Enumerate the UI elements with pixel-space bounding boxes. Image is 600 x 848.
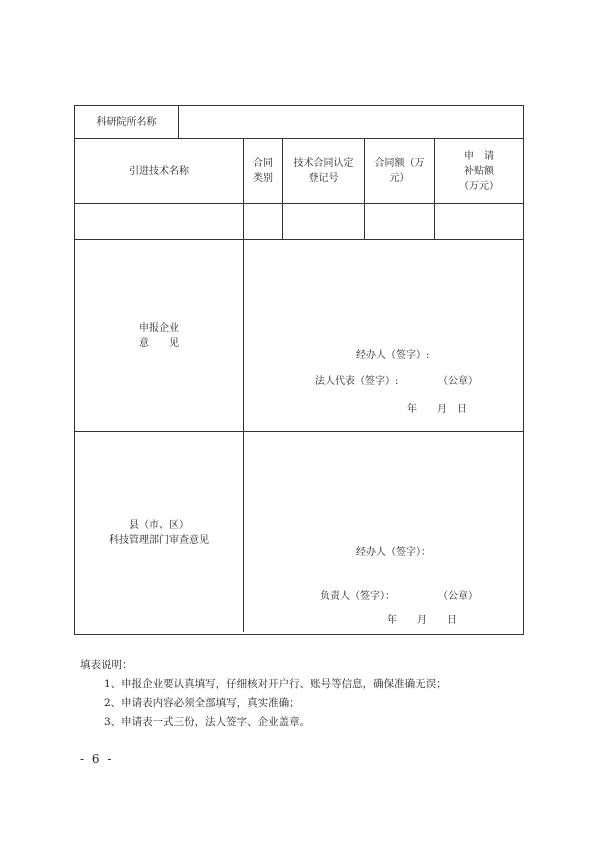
research-institute-name-field[interactable]: [179, 106, 523, 138]
application-form-table: [74, 105, 524, 635]
county-review-label: 县（市、区） 科技管理部门审查意见: [109, 520, 209, 546]
tech-name-field[interactable]: [75, 204, 243, 239]
table-border-bottom: [74, 634, 524, 635]
enterprise-seal: （公章）: [438, 376, 478, 387]
instruction-item: 1、申报企业要认真填写，仔细核对开户行、账号等信息，确保准确无误；: [104, 678, 447, 690]
header-contract-amount: 合同额（万 元）: [374, 158, 425, 184]
enterprise-opinion-label: 申报企业 意 见: [139, 322, 179, 349]
header-registration-number: 技术合同认定 登记号: [293, 158, 354, 184]
county-date: 年 月 日: [387, 615, 457, 626]
enterprise-handler-signature: 经办人（签字）:: [356, 350, 430, 361]
enterprise-legal-rep-signature: 法人代表（签字）:: [315, 376, 399, 387]
contract-amount-field[interactable]: [365, 204, 434, 239]
instruction-item: 3、申请表一式三份，法人签字、企业盖章。: [104, 716, 311, 728]
table-border-right: [523, 105, 524, 635]
county-seal: （公章）: [438, 591, 478, 602]
header-tech-name: 引进技术名称: [129, 165, 189, 177]
instruction-item: 2、申请表内容必须全部填写，真实准确；: [104, 697, 300, 709]
filling-instructions: [80, 656, 447, 732]
instructions-title: 填表说明：: [80, 659, 133, 671]
county-responsible-signature: 负责人（签字）：: [320, 591, 395, 602]
county-handler-signature: 经办人（签字）：: [356, 547, 431, 558]
subsidy-amount-field[interactable]: [435, 204, 523, 239]
registration-number-field[interactable]: [283, 204, 364, 239]
page-number: - 6 -: [80, 752, 114, 766]
contract-type-field[interactable]: [244, 204, 282, 239]
header-contract-type: 合同 类别: [253, 158, 273, 184]
enterprise-date: 年 月 日: [407, 404, 467, 415]
header-subsidy-amount: 申 请 补贴额 （万元）: [459, 150, 499, 192]
research-institute-name-label: 科研院所名称: [96, 116, 157, 128]
